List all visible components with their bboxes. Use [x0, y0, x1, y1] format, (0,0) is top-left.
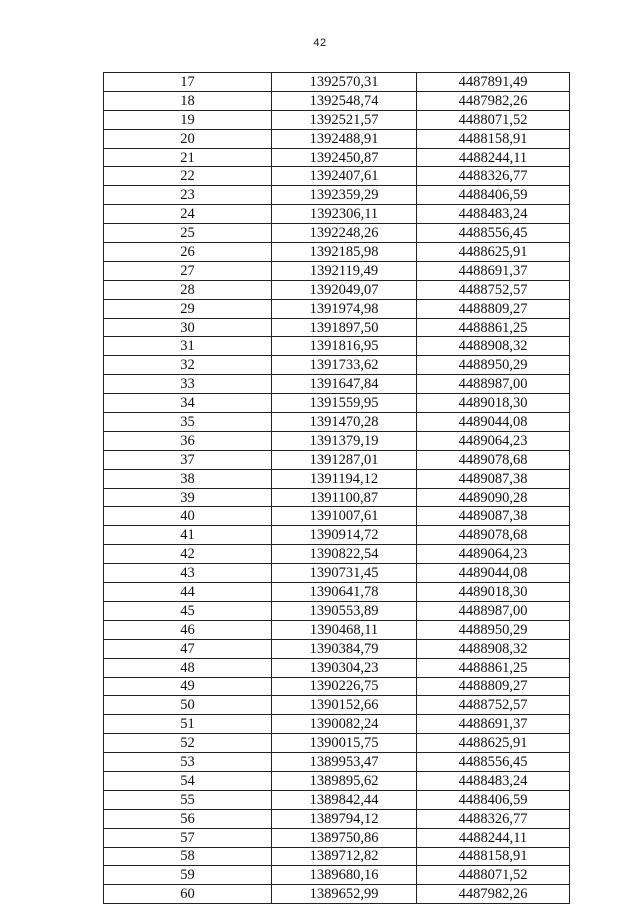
table-row	[104, 224, 570, 243]
point-number-cell: 44	[104, 583, 272, 602]
y-coordinate-cell: 4488158,91	[417, 129, 570, 148]
table-row	[104, 583, 570, 602]
y-coordinate-cell: 4488861,25	[417, 658, 570, 677]
point-number-cell: 58	[104, 847, 272, 866]
x-coordinate-cell: 1392306,11	[272, 205, 417, 224]
x-coordinate-cell: 1391379,19	[272, 431, 417, 450]
x-coordinate-cell: 1391470,28	[272, 413, 417, 432]
y-coordinate-cell: 4488987,00	[417, 601, 570, 620]
table-row	[104, 526, 570, 545]
x-coordinate-cell: 1392185,98	[272, 243, 417, 262]
table-row	[104, 753, 570, 772]
x-coordinate-cell: 1391897,50	[272, 318, 417, 337]
y-coordinate-cell: 4487891,49	[417, 73, 570, 92]
x-coordinate-cell: 1389895,62	[272, 771, 417, 790]
x-coordinate-cell: 1392119,49	[272, 261, 417, 280]
x-coordinate-cell: 1390304,23	[272, 658, 417, 677]
y-coordinate-cell: 4488950,29	[417, 620, 570, 639]
y-coordinate-cell: 4488809,27	[417, 299, 570, 318]
x-coordinate-cell: 1391647,84	[272, 375, 417, 394]
y-coordinate-cell: 4488071,52	[417, 110, 570, 129]
point-number-cell: 33	[104, 375, 272, 394]
table-row	[104, 129, 570, 148]
y-coordinate-cell: 4488950,29	[417, 356, 570, 375]
x-coordinate-cell: 1392248,26	[272, 224, 417, 243]
x-coordinate-cell: 1389680,16	[272, 866, 417, 885]
table-row	[104, 809, 570, 828]
x-coordinate-cell: 1390468,11	[272, 620, 417, 639]
table-row	[104, 450, 570, 469]
y-coordinate-cell: 4489044,08	[417, 413, 570, 432]
point-number-cell: 46	[104, 620, 272, 639]
point-number-cell: 18	[104, 91, 272, 110]
table-row	[104, 488, 570, 507]
x-coordinate-cell: 1391287,01	[272, 450, 417, 469]
y-coordinate-cell: 4489018,30	[417, 583, 570, 602]
x-coordinate-cell: 1389652,99	[272, 885, 417, 904]
coordinates-table-body	[104, 73, 570, 904]
y-coordinate-cell: 4488158,91	[417, 847, 570, 866]
x-coordinate-cell: 1391974,98	[272, 299, 417, 318]
x-coordinate-cell: 1389712,82	[272, 847, 417, 866]
point-number-cell: 31	[104, 337, 272, 356]
y-coordinate-cell: 4488483,24	[417, 205, 570, 224]
point-number-cell: 19	[104, 110, 272, 129]
y-coordinate-cell: 4488326,77	[417, 809, 570, 828]
point-number-cell: 30	[104, 318, 272, 337]
table-row	[104, 620, 570, 639]
y-coordinate-cell: 4488556,45	[417, 224, 570, 243]
coordinates-table	[103, 72, 570, 904]
x-coordinate-cell: 1392359,29	[272, 186, 417, 205]
x-coordinate-cell: 1390822,54	[272, 545, 417, 564]
point-number-cell: 49	[104, 677, 272, 696]
table-row	[104, 469, 570, 488]
y-coordinate-cell: 4489090,28	[417, 488, 570, 507]
y-coordinate-cell: 4488406,59	[417, 186, 570, 205]
table-row	[104, 261, 570, 280]
y-coordinate-cell: 4488908,32	[417, 337, 570, 356]
point-number-cell: 28	[104, 280, 272, 299]
point-number-cell: 48	[104, 658, 272, 677]
y-coordinate-cell: 4488406,59	[417, 790, 570, 809]
point-number-cell: 25	[104, 224, 272, 243]
x-coordinate-cell: 1390914,72	[272, 526, 417, 545]
table-row	[104, 885, 570, 904]
table-row	[104, 715, 570, 734]
x-coordinate-cell: 1391816,95	[272, 337, 417, 356]
y-coordinate-cell: 4489044,08	[417, 564, 570, 583]
table-row	[104, 91, 570, 110]
x-coordinate-cell: 1389953,47	[272, 753, 417, 772]
table-row	[104, 847, 570, 866]
table-row	[104, 394, 570, 413]
table-row	[104, 431, 570, 450]
point-number-cell: 29	[104, 299, 272, 318]
table-row	[104, 356, 570, 375]
point-number-cell: 32	[104, 356, 272, 375]
y-coordinate-cell: 4488691,37	[417, 261, 570, 280]
point-number-cell: 40	[104, 507, 272, 526]
y-coordinate-cell: 4487982,26	[417, 885, 570, 904]
x-coordinate-cell: 1390731,45	[272, 564, 417, 583]
point-number-cell: 53	[104, 753, 272, 772]
x-coordinate-cell: 1390641,78	[272, 583, 417, 602]
table-row	[104, 73, 570, 92]
y-coordinate-cell: 4488861,25	[417, 318, 570, 337]
y-coordinate-cell: 4489018,30	[417, 394, 570, 413]
y-coordinate-cell: 4489087,38	[417, 507, 570, 526]
point-number-cell: 37	[104, 450, 272, 469]
point-number-cell: 21	[104, 148, 272, 167]
point-number-cell: 45	[104, 601, 272, 620]
x-coordinate-cell: 1392521,57	[272, 110, 417, 129]
point-number-cell: 36	[104, 431, 272, 450]
y-coordinate-cell: 4488326,77	[417, 167, 570, 186]
table-row	[104, 677, 570, 696]
table-row	[104, 734, 570, 753]
y-coordinate-cell: 4488556,45	[417, 753, 570, 772]
x-coordinate-cell: 1392548,74	[272, 91, 417, 110]
table-row	[104, 545, 570, 564]
y-coordinate-cell: 4488625,91	[417, 734, 570, 753]
x-coordinate-cell: 1389794,12	[272, 809, 417, 828]
point-number-cell: 50	[104, 696, 272, 715]
point-number-cell: 42	[104, 545, 272, 564]
x-coordinate-cell: 1391100,87	[272, 488, 417, 507]
point-number-cell: 55	[104, 790, 272, 809]
point-number-cell: 20	[104, 129, 272, 148]
table-row	[104, 337, 570, 356]
table-row	[104, 167, 570, 186]
x-coordinate-cell: 1392407,61	[272, 167, 417, 186]
point-number-cell: 35	[104, 413, 272, 432]
point-number-cell: 39	[104, 488, 272, 507]
table-row	[104, 601, 570, 620]
y-coordinate-cell: 4488625,91	[417, 243, 570, 262]
point-number-cell: 34	[104, 394, 272, 413]
point-number-cell: 17	[104, 73, 272, 92]
x-coordinate-cell: 1390082,24	[272, 715, 417, 734]
x-coordinate-cell: 1390384,79	[272, 639, 417, 658]
point-number-cell: 38	[104, 469, 272, 488]
y-coordinate-cell: 4488071,52	[417, 866, 570, 885]
table-row	[104, 318, 570, 337]
table-row	[104, 639, 570, 658]
x-coordinate-cell: 1390152,66	[272, 696, 417, 715]
point-number-cell: 23	[104, 186, 272, 205]
table-row	[104, 205, 570, 224]
x-coordinate-cell: 1392049,07	[272, 280, 417, 299]
y-coordinate-cell: 4488752,57	[417, 280, 570, 299]
y-coordinate-cell: 4488809,27	[417, 677, 570, 696]
x-coordinate-cell: 1391194,12	[272, 469, 417, 488]
x-coordinate-cell: 1390553,89	[272, 601, 417, 620]
point-number-cell: 60	[104, 885, 272, 904]
y-coordinate-cell: 4488752,57	[417, 696, 570, 715]
table-row	[104, 243, 570, 262]
x-coordinate-cell: 1392488,91	[272, 129, 417, 148]
x-coordinate-cell: 1391733,62	[272, 356, 417, 375]
point-number-cell: 51	[104, 715, 272, 734]
table-row	[104, 658, 570, 677]
point-number-cell: 57	[104, 828, 272, 847]
y-coordinate-cell: 4488244,11	[417, 148, 570, 167]
table-row	[104, 866, 570, 885]
table-row	[104, 148, 570, 167]
table-row	[104, 771, 570, 790]
y-coordinate-cell: 4489064,23	[417, 431, 570, 450]
table-row	[104, 375, 570, 394]
point-number-cell: 47	[104, 639, 272, 658]
page-number: 42	[313, 37, 327, 49]
table-row	[104, 828, 570, 847]
table-row	[104, 110, 570, 129]
point-number-cell: 43	[104, 564, 272, 583]
x-coordinate-cell: 1392450,87	[272, 148, 417, 167]
x-coordinate-cell: 1390226,75	[272, 677, 417, 696]
x-coordinate-cell: 1391559,95	[272, 394, 417, 413]
y-coordinate-cell: 4489078,68	[417, 450, 570, 469]
y-coordinate-cell: 4489078,68	[417, 526, 570, 545]
x-coordinate-cell: 1392570,31	[272, 73, 417, 92]
x-coordinate-cell: 1391007,61	[272, 507, 417, 526]
point-number-cell: 56	[104, 809, 272, 828]
y-coordinate-cell: 4489064,23	[417, 545, 570, 564]
x-coordinate-cell: 1390015,75	[272, 734, 417, 753]
y-coordinate-cell: 4489087,38	[417, 469, 570, 488]
table-row	[104, 507, 570, 526]
table-row	[104, 413, 570, 432]
table-row	[104, 280, 570, 299]
x-coordinate-cell: 1389842,44	[272, 790, 417, 809]
point-number-cell: 59	[104, 866, 272, 885]
y-coordinate-cell: 4488987,00	[417, 375, 570, 394]
table-row	[104, 186, 570, 205]
y-coordinate-cell: 4488691,37	[417, 715, 570, 734]
y-coordinate-cell: 4487982,26	[417, 91, 570, 110]
point-number-cell: 41	[104, 526, 272, 545]
table-row	[104, 564, 570, 583]
point-number-cell: 54	[104, 771, 272, 790]
point-number-cell: 22	[104, 167, 272, 186]
table-row	[104, 790, 570, 809]
y-coordinate-cell: 4488483,24	[417, 771, 570, 790]
point-number-cell: 26	[104, 243, 272, 262]
y-coordinate-cell: 4488244,11	[417, 828, 570, 847]
point-number-cell: 52	[104, 734, 272, 753]
x-coordinate-cell: 1389750,86	[272, 828, 417, 847]
y-coordinate-cell: 4488908,32	[417, 639, 570, 658]
point-number-cell: 24	[104, 205, 272, 224]
table-row	[104, 299, 570, 318]
point-number-cell: 27	[104, 261, 272, 280]
table-row	[104, 696, 570, 715]
